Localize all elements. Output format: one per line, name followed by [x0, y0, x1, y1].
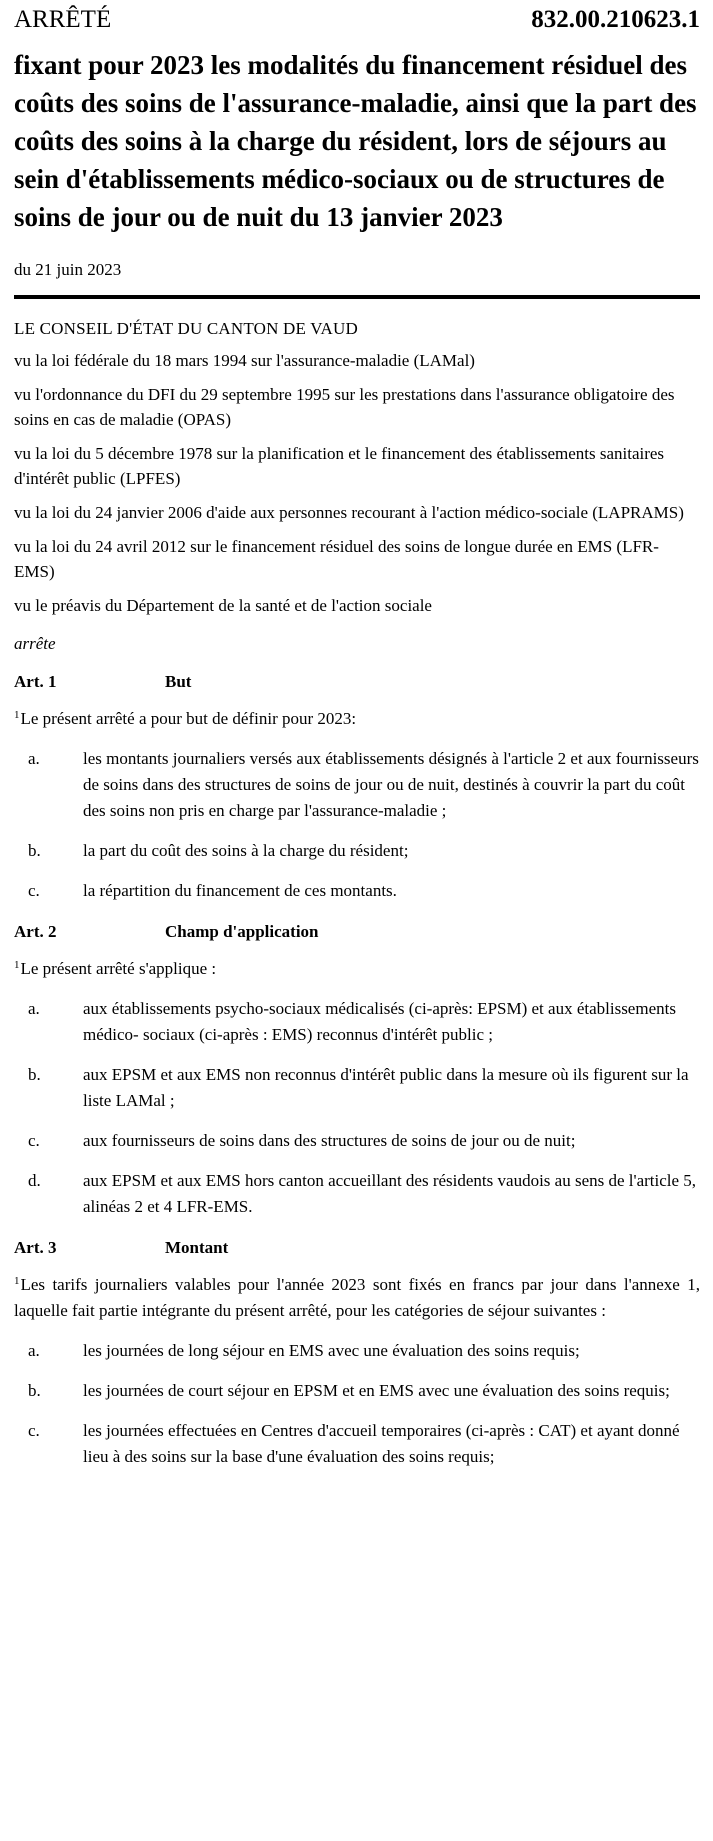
item-letter: c.: [28, 1421, 40, 1440]
consideration-5: vu la loi du 24 avril 2012 sur le financement résiduel des soins de longue durée en EMS (LFR- EMS): [14, 537, 659, 581]
paragraph-text: Les tarifs journaliers valables pour l'année 2023 sont fixés en francs par jour dans l'annexe 1, laquelle fait partie intégrante du présent arrêté, pour les catégories de séjour suivantes :: [14, 1275, 700, 1320]
list-item: [14, 996, 700, 1048]
document-number: 832.00.210623.1: [531, 6, 700, 33]
item-text: les journées effectuées en Centres d'accueil temporaires (ci-après : CAT) et ayant donné lieu à des soins sur la base d'une évaluation des soins requis;: [83, 1421, 680, 1466]
list-item: [14, 878, 700, 904]
article-title: Champ d'application: [165, 922, 319, 941]
list-item: [14, 1128, 700, 1154]
document-page: [14, 0, 700, 1470]
paragraph-number: 1: [14, 959, 20, 971]
consideration-1: vu la loi fédérale du 18 mars 1994 sur l'assurance-maladie (LAMal): [14, 351, 475, 370]
item-text: aux EPSM et aux EMS hors canton accueillant des résidents vaudois au sens de l'article 5, alinéas 2 et 4 LFR-EMS.: [83, 1171, 697, 1216]
article-number: Art. 2: [14, 922, 57, 941]
article-1-paragraph: [14, 706, 700, 732]
list-item: [14, 746, 700, 824]
paragraph-number: 1: [14, 709, 20, 721]
document-type-label: ARRÊTÉ: [14, 6, 112, 33]
paragraph-text: Le présent arrêté s'applique :: [20, 959, 217, 978]
item-letter: b.: [28, 1065, 41, 1084]
article-number: Art. 1: [14, 672, 57, 691]
list-item: [14, 1168, 700, 1220]
paragraph-text: Le présent arrêté a pour but de définir pour 2023:: [20, 709, 357, 728]
list-item: [14, 1062, 700, 1114]
consideration-4: vu la loi du 24 janvier 2006 d'aide aux personnes recourant à l'action médico-sociale (LAPRAMS): [14, 503, 684, 522]
item-letter: d.: [28, 1171, 41, 1190]
item-letter: a.: [28, 999, 40, 1018]
list-item: [14, 1378, 700, 1404]
item-text: aux établissements psycho-sociaux médicalisés (ci-après: EPSM) et aux établissements médico- sociaux (ci-après : EMS) reconnus d'intérêt public ;: [83, 999, 676, 1044]
list-item: [14, 1338, 700, 1364]
list-item: [14, 838, 700, 864]
document-title: fixant pour 2023 les modalités du financement résiduel des coûts des soins de l'assurance-maladie, ainsi que la part des coûts des soins à la charge du résident, lors de séjours au sein d'établissements médico-sociaux ou de structures de soins de jour ou de nuit du 13 janvier 2023: [14, 50, 697, 232]
list-item: [14, 1418, 700, 1470]
item-letter: a.: [28, 749, 40, 768]
item-letter: a.: [28, 1341, 40, 1360]
council-heading: LE CONSEIL D'ÉTAT DU CANTON DE VAUD: [14, 319, 358, 338]
item-letter: c.: [28, 1131, 40, 1150]
article-1-heading: [14, 672, 700, 694]
document-date: du 21 juin 2023: [14, 260, 122, 279]
item-text: la répartition du financement de ces montants.: [83, 881, 397, 900]
header-divider: [14, 295, 700, 299]
item-text: aux fournisseurs de soins dans des structures de soins de jour ou de nuit;: [83, 1131, 576, 1150]
article-3-heading: [14, 1238, 700, 1260]
article-2-paragraph: [14, 956, 700, 982]
item-text: aux EPSM et aux EMS non reconnus d'intérêt public dans la mesure où ils figurent sur la liste LAMal ;: [83, 1065, 689, 1110]
article-number: Art. 3: [14, 1238, 57, 1257]
article-2-heading: [14, 922, 700, 944]
article-title: But: [165, 672, 192, 691]
article-3-paragraph: [14, 1272, 700, 1324]
consideration-6: vu le préavis du Département de la santé et de l'action sociale: [14, 596, 432, 615]
item-text: les journées de long séjour en EMS avec une évaluation des soins requis;: [83, 1341, 580, 1360]
item-text: les montants journaliers versés aux établissements désignés à l'article 2 et aux fournisseurs de soins dans des structures de soins de jour ou de nuit, destinés à couvrir la part du coût des soins non pris en charge par l'assurance-maladie ;: [83, 749, 699, 820]
item-letter: b.: [28, 1381, 41, 1400]
item-text: la part du coût des soins à la charge du résident;: [83, 841, 409, 860]
item-letter: c.: [28, 881, 40, 900]
article-title: Montant: [165, 1238, 229, 1257]
decree-word: arrête: [14, 634, 56, 653]
item-text: les journées de court séjour en EPSM et en EMS avec une évaluation des soins requis;: [83, 1381, 670, 1400]
paragraph-number: 1: [14, 1275, 20, 1287]
document-header: [14, 0, 700, 44]
item-letter: b.: [28, 841, 41, 860]
consideration-3: vu la loi du 5 décembre 1978 sur la planification et le financement des établissements sanitaires d'intérêt public (LPFES): [14, 444, 665, 488]
consideration-2: vu l'ordonnance du DFI du 29 septembre 1995 sur les prestations dans l'assurance obligatoire des soins en cas de maladie (OPAS): [14, 385, 675, 429]
